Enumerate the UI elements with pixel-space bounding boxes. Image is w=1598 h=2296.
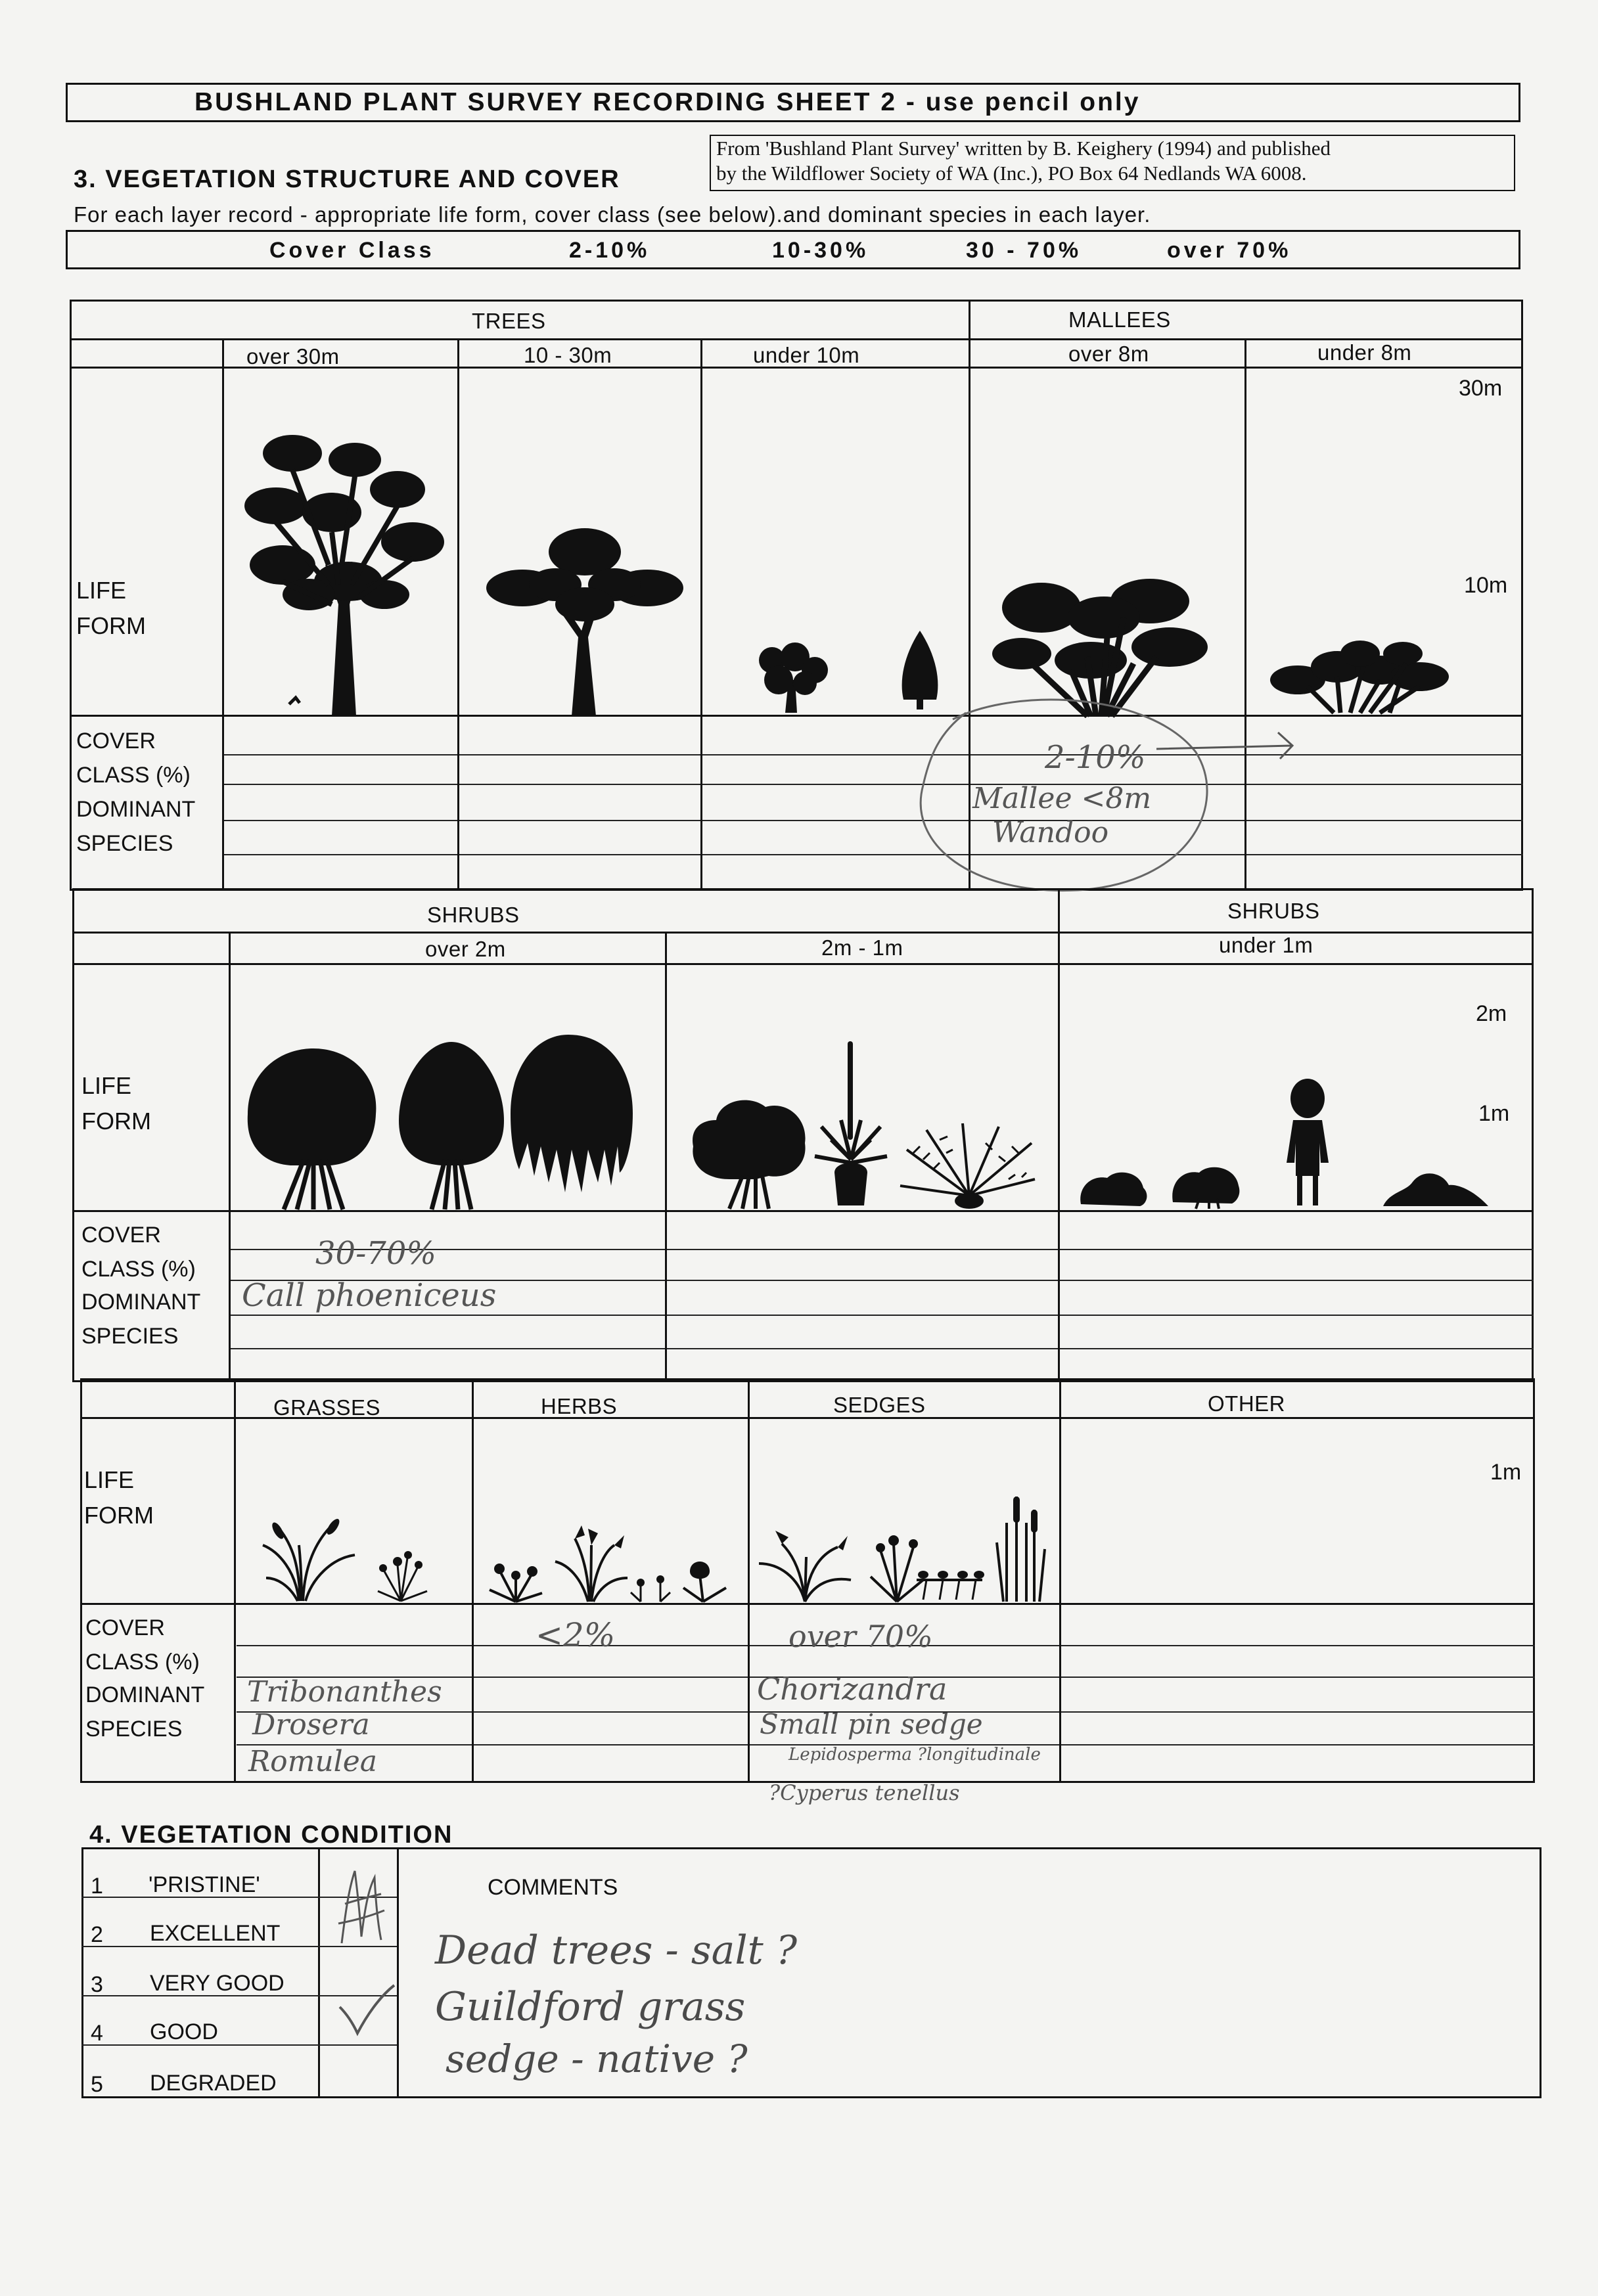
row-label-life-form: LIFE FORM [76,577,146,639]
hw-shrub-species: Call phoeniceus [242,1277,497,1314]
col-mallees-under-8m: under 8m [1317,340,1412,365]
herb-icon-2 [555,1525,628,1602]
cover-class-value-3: 30 - 70% [966,238,1082,263]
tall-shrub-icon-2 [396,1042,507,1209]
grass-icon [260,1519,358,1601]
height-marker-1m: 1m [1490,1460,1522,1485]
condition-3-num: 3 [91,1972,103,1997]
col-trees-over-30m: over 30m [246,344,340,369]
shrubs-header-left: SHRUBS [427,903,520,927]
person-scale-icon [1281,1077,1334,1205]
low-shrub-icon-1 [1078,1168,1150,1207]
herb-icon-3 [628,1573,673,1602]
arrow-icon [1156,729,1301,762]
hw-grasses-species-2: Drosera [252,1708,370,1742]
condition-4-num: 4 [91,2021,103,2046]
short-mallee-icon [1268,631,1452,713]
hw-mallee-species-2: Wandoo [992,816,1109,849]
grasstree-icon [815,1041,887,1209]
cover-class-value-2: 10-30% [772,238,869,263]
col-grasses: GRASSES [273,1395,381,1420]
tall-tree-icon [237,434,453,716]
col-mallees-over-8m: over 8m [1068,342,1149,366]
height-marker-10m: 10m [1464,573,1508,598]
col-other: OTHER [1208,1391,1285,1416]
medium-tree-icon [483,526,687,716]
sedge-icon-3 [913,1567,986,1600]
source-note-line2: by the Wildflower Society of WA (Inc.), PO Box 64 Nedlands WA 6008. [716,162,1307,185]
col-shrubs-2m-1m: 2m - 1m [821,935,903,960]
condition-5-num: 5 [91,2072,103,2097]
sheet-title: BUSHLAND PLANT SURVEY RECORDING SHEET 2 - use pencil only [194,88,1141,116]
row-label-life-form: LIFE FORM [81,1072,151,1135]
hw-sedges-species-3: Lepidosperma ?longitudinale [788,1745,1041,1765]
tall-shrub-icon-1 [244,1048,382,1209]
row-label-dominant-species: DOMINANT SPECIES [85,1682,205,1742]
hw-shrub-cover: 30-70% [315,1235,436,1272]
condition-4-label: GOOD [150,2019,218,2044]
hw-sedges-species-2: Small pin sedge [760,1708,983,1740]
checkmark-icon [336,1984,396,2037]
hw-mallee-cover: 2-10% [1045,739,1146,776]
row-label-cover-class: COVER CLASS (%) [85,1615,200,1675]
row-label-life-form: LIFE FORM [84,1466,154,1529]
col-herbs: HERBS [541,1394,618,1418]
tall-shrub-icon-3 [509,1035,634,1209]
cover-class-value-1: 2-10% [569,238,651,263]
medium-shrub-icon [690,1094,808,1209]
col-sedges: SEDGES [833,1393,926,1417]
col-trees-under-10m: under 10m [753,343,860,367]
hw-comment-2: Guildford grass [435,1984,746,2030]
hw-sedges-species-1: Chorizandra [757,1671,947,1707]
hw-grasses-species-3: Romulea [248,1745,378,1778]
cover-class-value-4: over 70% [1167,238,1292,263]
condition-2-num: 2 [91,1922,103,1947]
condition-1-num: 1 [91,1874,103,1899]
herb-icon-4 [680,1558,729,1602]
cover-class-label: Cover Class [269,238,435,263]
hw-grasses-species-1: Tribonanthes [247,1675,442,1709]
section3-instruction: For each layer record - appropriate life form, cover class (see below).and dominant species in each layer. [74,202,1151,227]
zamia-palm-icon [900,1123,1038,1209]
hw-comment-3: sedge - native ? [445,2037,748,2081]
ground-cover-icon [1383,1165,1488,1209]
condition-2-label: EXCELLENT [150,1921,281,1946]
low-shrub-icon-2 [1170,1163,1242,1209]
row-label-cover-class: COVER CLASS (%) [76,729,191,788]
hw-herbs-cover: <2% [536,1616,616,1654]
row-label-dominant-species: DOMINANT SPECIES [76,797,196,856]
sedge-icon-1 [759,1531,851,1602]
condition-3-label: VERY GOOD [150,1971,285,1996]
height-marker-1m: 1m [1478,1101,1510,1126]
hw-mallee-species-1: Mallee <8m [972,782,1152,815]
flowering-grass-icon [371,1545,430,1601]
hw-sedges-species-4: ?Cyperus tenellus [769,1780,960,1805]
mallees-header: MALLEES [1068,307,1171,332]
condition-5-label: DEGRADED [150,2071,277,2096]
section4-title: 4. VEGETATION CONDITION [89,1821,453,1849]
rush-icon [993,1483,1046,1602]
section3-title: 3. VEGETATION STRUCTURE AND COVER [74,166,620,193]
col-shrubs-under-1m: under 1m [1219,933,1313,957]
col-shrubs-over-2m: over 2m [425,937,506,961]
source-note-line1: From 'Bushland Plant Survey' written by B. Keighery (1994) and published [716,137,1331,160]
height-marker-2m: 2m [1476,1001,1507,1026]
small-tree-icon [752,641,831,713]
scribble-mark [335,1864,388,1950]
condition-1-label: 'PRISTINE' [148,1872,260,1897]
shrubs-header-right: SHRUBS [1227,899,1320,923]
height-marker-30m: 30m [1459,376,1503,401]
col-trees-10-30m: 10 - 30m [524,343,612,367]
herb-icon-1 [486,1557,545,1602]
trees-header: TREES [472,309,546,333]
comments-label: COMMENTS [488,1875,618,1900]
hw-sedges-cover: over 70% [788,1619,933,1654]
row-label-cover-class: COVER CLASS (%) [81,1223,196,1282]
hw-comment-1: Dead trees - salt ? [435,1927,797,1973]
row-label-dominant-species: DOMINANT SPECIES [81,1290,201,1349]
